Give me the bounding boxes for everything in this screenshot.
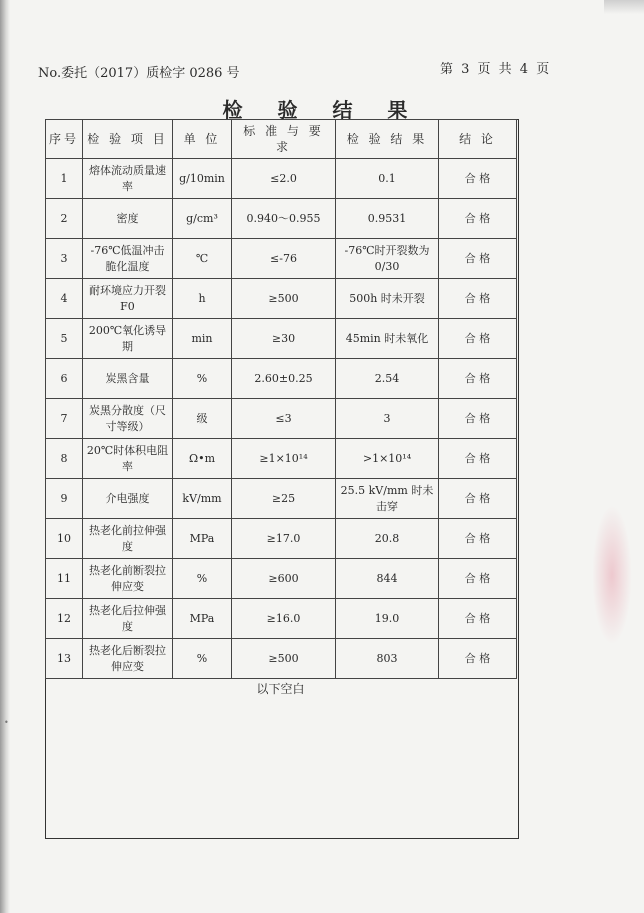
table-row: [46, 479, 517, 519]
cell-item: 20℃时体积电阻率: [83, 439, 173, 479]
table-header-row: [46, 120, 517, 159]
table-row: [46, 359, 517, 399]
cell-unit: MPa: [173, 599, 232, 639]
cell-requirement: ≥500: [232, 639, 336, 679]
cell-item: 介电强度: [83, 479, 173, 519]
cell-conclusion: 合 格: [439, 399, 517, 439]
table-row: [46, 439, 517, 479]
cell-result: 2.54: [336, 359, 439, 399]
cell-result: 45min 时未氧化: [336, 319, 439, 359]
cell-conclusion: 合 格: [439, 479, 517, 519]
cell-requirement: 0.940～0.955: [232, 199, 336, 239]
cell-result: 25.5 kV/mm 时未击穿: [336, 479, 439, 519]
cell-unit: min: [173, 319, 232, 359]
cell-unit: MPa: [173, 519, 232, 559]
cell-result: 20.8: [336, 519, 439, 559]
table-row: [46, 279, 517, 319]
table-row: [46, 199, 517, 239]
cell-no: 4: [46, 279, 83, 319]
cell-unit: kV/mm: [173, 479, 232, 519]
cell-result: -76℃时开裂数为0/30: [336, 239, 439, 279]
cell-conclusion: 合 格: [439, 599, 517, 639]
cell-result: 844: [336, 559, 439, 599]
cell-unit: %: [173, 359, 232, 399]
col-header-result: 检 验 结 果: [336, 120, 439, 159]
cell-result: 0.9531: [336, 199, 439, 239]
cell-unit: 级: [173, 399, 232, 439]
cell-no: 6: [46, 359, 83, 399]
cell-no: 1: [46, 159, 83, 199]
cell-requirement: ≥600: [232, 559, 336, 599]
cell-conclusion: 合 格: [439, 199, 517, 239]
scan-speck: •: [4, 718, 9, 727]
cell-result: 500h 时未开裂: [336, 279, 439, 319]
cell-requirement: ≤-76: [232, 239, 336, 279]
scan-top-edge: [604, 0, 644, 14]
cell-item: -76℃低温冲击脆化温度: [83, 239, 173, 279]
cell-item: 热老化后拉伸强度: [83, 599, 173, 639]
cell-conclusion: 合 格: [439, 559, 517, 599]
cell-conclusion: 合 格: [439, 359, 517, 399]
cell-result: 0.1: [336, 159, 439, 199]
col-header-requirement: 标 准 与 要 求: [232, 120, 336, 159]
table-row: [46, 559, 517, 599]
cell-requirement: ≤2.0: [232, 159, 336, 199]
col-header-item: 检 验 项 目: [83, 120, 173, 159]
cell-unit: h: [173, 279, 232, 319]
cell-item: 热老化后断裂拉伸应变: [83, 639, 173, 679]
cell-item: 炭黑含量: [83, 359, 173, 399]
page-title: 检 验 结 果: [222, 98, 422, 122]
results-table: [45, 119, 517, 679]
cell-unit: g/10min: [173, 159, 232, 199]
cell-requirement: ≥16.0: [232, 599, 336, 639]
cell-no: 9: [46, 479, 83, 519]
cell-unit: g/cm³: [173, 199, 232, 239]
cell-no: 2: [46, 199, 83, 239]
table-row: [46, 159, 517, 199]
cell-result: 3: [336, 399, 439, 439]
cell-no: 13: [46, 639, 83, 679]
cell-item: 200℃氧化诱导期: [83, 319, 173, 359]
cell-requirement: 2.60±0.25: [232, 359, 336, 399]
col-header-conclusion: 结 论: [439, 120, 517, 159]
cell-unit: %: [173, 639, 232, 679]
scan-left-edge: [0, 0, 10, 913]
document-number: No.委托（2017）质检字 0286 号: [38, 66, 240, 81]
cell-item: 密度: [83, 199, 173, 239]
page-indicator: 第 3 页 共 4 页: [440, 62, 552, 77]
cell-item: 熔体流动质量速率: [83, 159, 173, 199]
cell-conclusion: 合 格: [439, 159, 517, 199]
cell-result: 19.0: [336, 599, 439, 639]
table-row: [46, 599, 517, 639]
cell-item: 炭黑分散度（尺寸等级）: [83, 399, 173, 439]
col-header-no: 序号: [46, 120, 83, 159]
cell-no: 3: [46, 239, 83, 279]
cell-conclusion: 合 格: [439, 319, 517, 359]
table-row: [46, 519, 517, 559]
cell-no: 11: [46, 559, 83, 599]
cell-conclusion: 合 格: [439, 639, 517, 679]
table-row: [46, 239, 517, 279]
blank-below-note: 以下空白: [256, 682, 305, 696]
cell-unit: %: [173, 559, 232, 599]
cell-requirement: ≥25: [232, 479, 336, 519]
seal-stamp-fragment: [592, 505, 632, 645]
cell-conclusion: 合 格: [439, 239, 517, 279]
cell-no: 10: [46, 519, 83, 559]
cell-requirement: ≥17.0: [232, 519, 336, 559]
cell-no: 5: [46, 319, 83, 359]
cell-result: 803: [336, 639, 439, 679]
cell-no: 7: [46, 399, 83, 439]
cell-requirement: ≤3: [232, 399, 336, 439]
cell-no: 8: [46, 439, 83, 479]
cell-result: >1×10¹⁴: [336, 439, 439, 479]
table-row: [46, 399, 517, 439]
cell-requirement: ≥500: [232, 279, 336, 319]
table-row: [46, 319, 517, 359]
cell-requirement: ≥30: [232, 319, 336, 359]
cell-item: 热老化前拉伸强度: [83, 519, 173, 559]
cell-conclusion: 合 格: [439, 519, 517, 559]
cell-unit: ℃: [173, 239, 232, 279]
cell-item: 热老化前断裂拉伸应变: [83, 559, 173, 599]
cell-conclusion: 合 格: [439, 279, 517, 319]
col-header-unit: 单 位: [173, 120, 232, 159]
table-row: [46, 639, 517, 679]
cell-conclusion: 合 格: [439, 439, 517, 479]
cell-no: 12: [46, 599, 83, 639]
cell-unit: Ω•m: [173, 439, 232, 479]
cell-item: 耐环境应力开裂 F0: [83, 279, 173, 319]
cell-requirement: ≥1×10¹⁴: [232, 439, 336, 479]
